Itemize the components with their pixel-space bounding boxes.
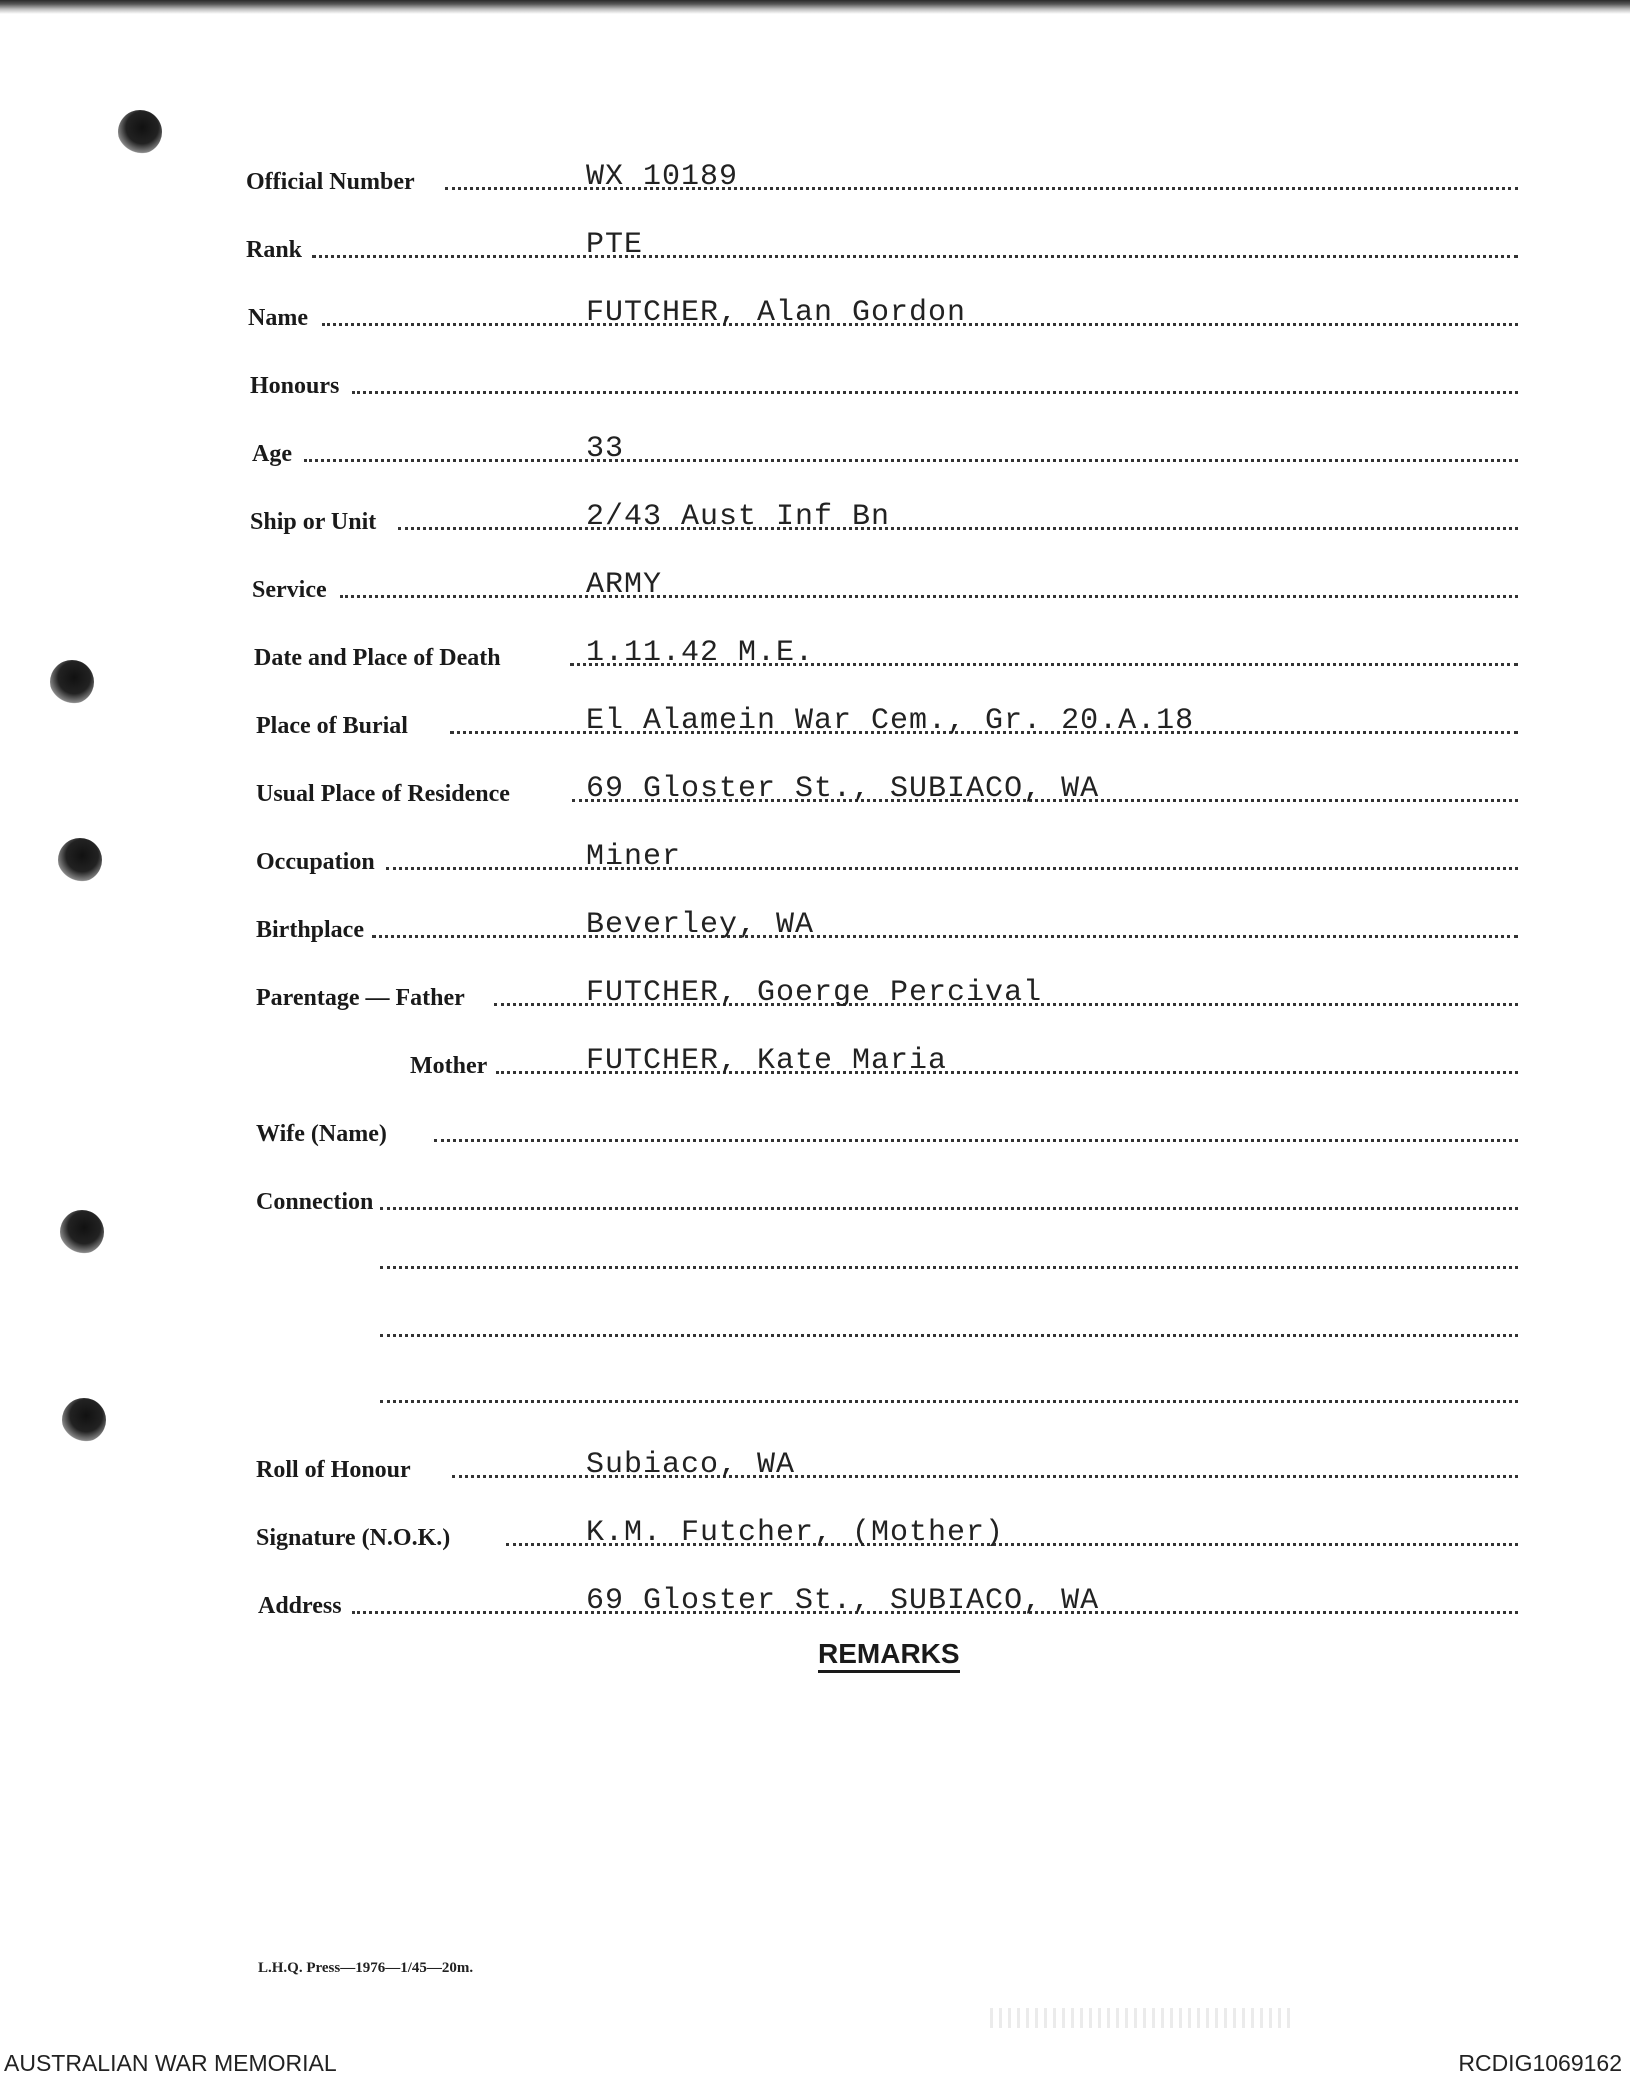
birthplace-label: Birthplace	[256, 917, 364, 943]
father-value: FUTCHER, Goerge Percival	[586, 976, 1043, 1010]
place-of-burial-label: Place of Burial	[256, 713, 408, 739]
punch-hole-icon	[58, 838, 102, 882]
connection-line-extra	[380, 1400, 1518, 1403]
signature-label: Signature (N.O.K.)	[256, 1525, 451, 1551]
connection-line	[380, 1207, 1518, 1210]
date-place-death-value: 1.11.42 M.E.	[586, 636, 815, 670]
age-label: Age	[252, 441, 292, 467]
service-label: Service	[252, 577, 327, 603]
birthplace-value: Beverley, WA	[586, 908, 815, 942]
printer-imprint: L.H.Q. Press—1976—1/45—20m.	[258, 1960, 474, 1976]
occupation-line	[386, 867, 1518, 870]
connection-line-extra	[380, 1266, 1518, 1269]
name-label: Name	[248, 305, 308, 331]
service-value: ARMY	[586, 568, 663, 602]
official-number-value: WX 10189	[586, 160, 739, 194]
connection-label: Connection	[256, 1189, 374, 1215]
footer-record-id: RCDIG1069162	[1458, 2050, 1622, 2076]
roll-of-honour-label: Roll of Honour	[256, 1457, 411, 1483]
official-number-label: Official Number	[246, 169, 415, 195]
connection-line-extra	[380, 1334, 1518, 1337]
mother-label: Mother	[410, 1053, 488, 1079]
punch-hole-icon	[118, 110, 162, 154]
usual-residence-label: Usual Place of Residence	[256, 781, 510, 807]
date-place-death-label: Date and Place of Death	[254, 645, 501, 671]
wife-line	[434, 1139, 1518, 1142]
name-value: FUTCHER, Alan Gordon	[586, 296, 967, 330]
rank-label: Rank	[246, 237, 303, 263]
punch-hole-icon	[60, 1210, 104, 1254]
punch-hole-icon	[50, 660, 94, 704]
roll-of-honour-value: Subiaco, WA	[586, 1448, 796, 1482]
place-of-burial-value: El Alamein War Cem., Gr. 20.A.18	[586, 704, 1195, 738]
scan-top-edge	[0, 0, 1630, 14]
wife-label: Wife (Name)	[256, 1121, 387, 1147]
mother-value: FUTCHER, Kate Maria	[586, 1044, 948, 1078]
remarks-heading: REMARKS	[818, 1640, 960, 1673]
footer-institution: AUSTRALIAN WAR MEMORIAL	[4, 2050, 337, 2076]
honours-label: Honours	[250, 373, 340, 399]
ship-or-unit-line	[398, 527, 1518, 530]
punch-hole-icon	[62, 1398, 106, 1442]
father-label: Parentage — Father	[256, 985, 465, 1011]
address-value: 69 Gloster St., SUBIACO, WA	[586, 1584, 1100, 1618]
ship-or-unit-label: Ship or Unit	[250, 509, 377, 535]
signature-value: K.M. Futcher, (Mother)	[586, 1516, 1005, 1550]
rank-value: PTE	[586, 228, 644, 262]
usual-residence-value: 69 Gloster St., SUBIACO, WA	[586, 772, 1100, 806]
age-line	[304, 459, 1518, 462]
birthplace-line	[372, 935, 1518, 938]
age-value: 33	[586, 432, 625, 466]
occupation-label: Occupation	[256, 849, 375, 875]
address-label: Address	[258, 1593, 342, 1619]
honours-line	[352, 391, 1518, 394]
rank-line	[312, 255, 1518, 258]
service-line	[340, 595, 1518, 598]
occupation-value: Miner	[586, 840, 682, 874]
scan-noise	[990, 2008, 1290, 2028]
ship-or-unit-value: 2/43 Aust Inf Bn	[586, 500, 891, 534]
